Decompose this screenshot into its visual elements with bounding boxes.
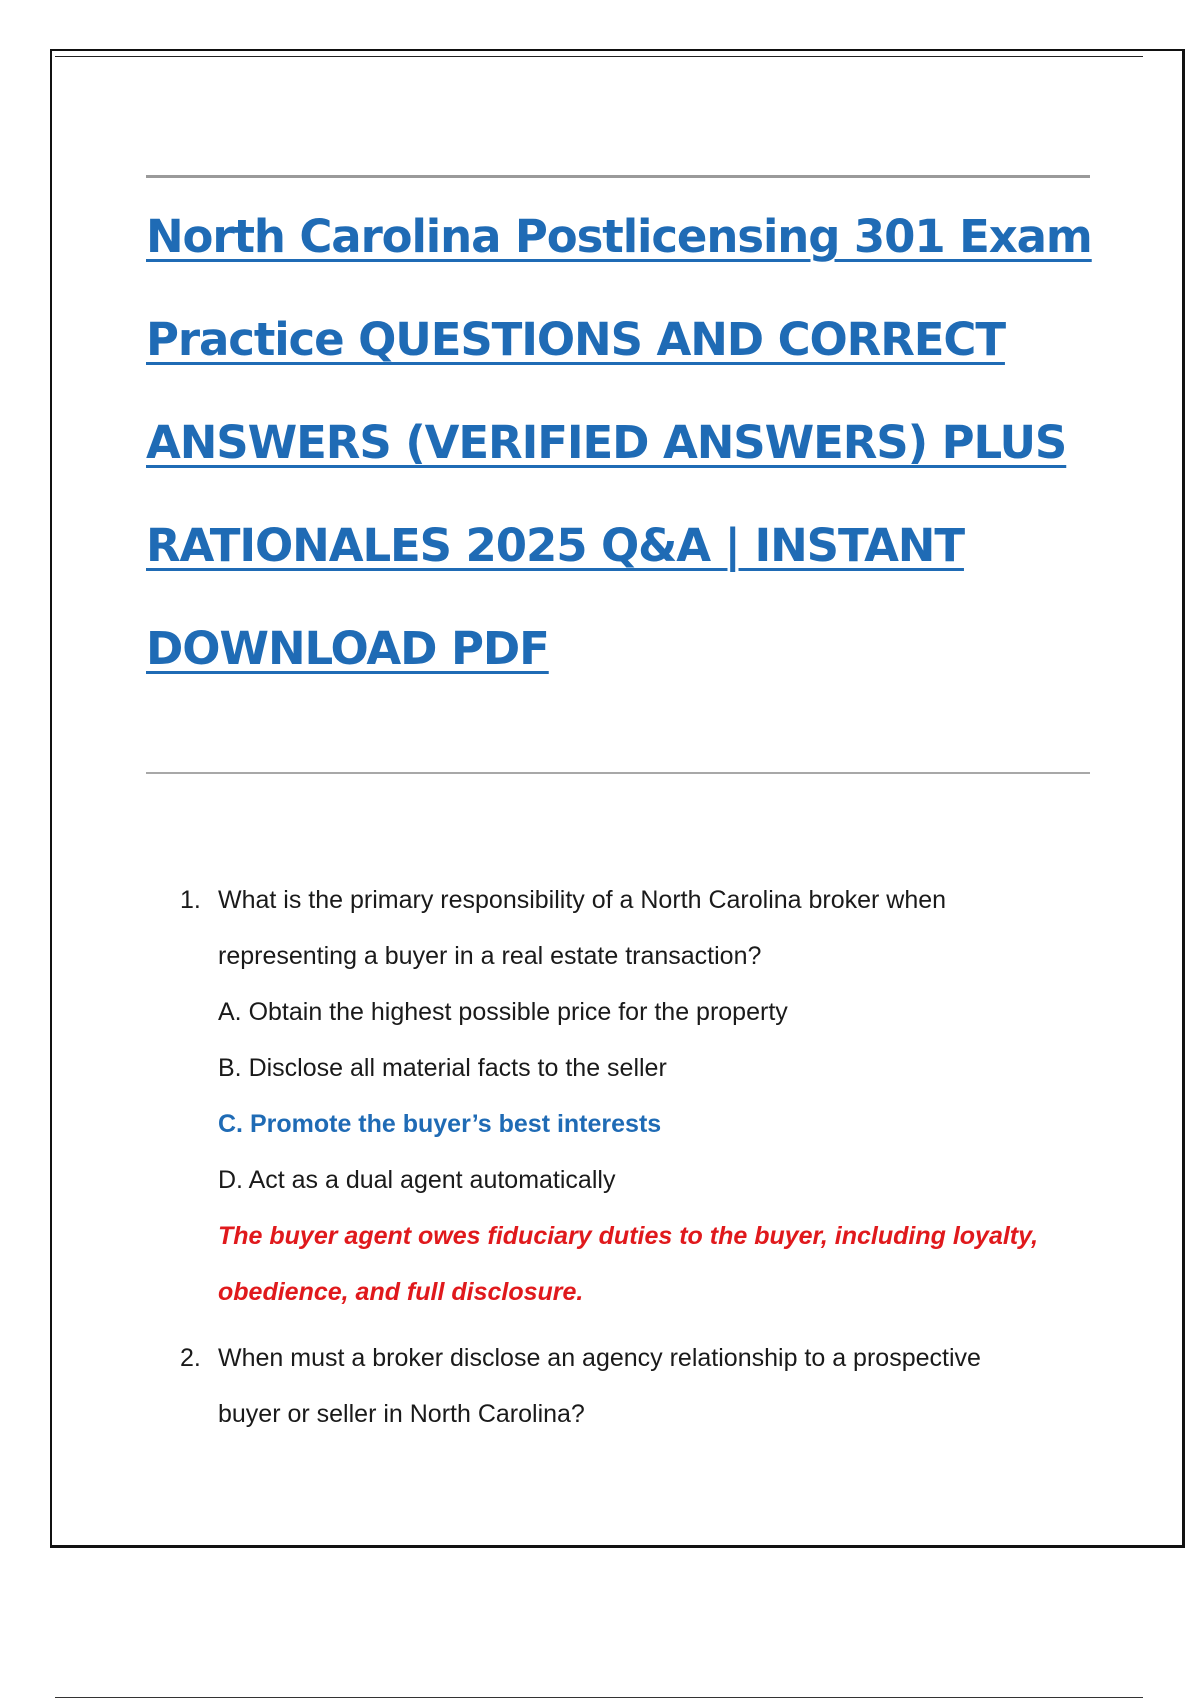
question-text-line: What is the primary responsibility of a North Carolina broker when [218,886,947,914]
title-line-4: RATIONALES 2025 Q&A | INSTANT [146,519,964,572]
document-title [146,210,1106,725]
question-1 [180,872,1100,1320]
title-line-2: Practice QUESTIONS AND CORRECT [146,313,1005,366]
next-page-top-line [55,1697,1143,1698]
title-line-5: DOWNLOAD PDF [146,622,549,675]
question-number: 1. [180,886,201,914]
answer-option-b: B. Disclose all material facts to the seller [218,1054,667,1082]
question-text-line: representing a buyer in a real estate transaction? [218,942,762,970]
title-line-1: North Carolina Postlicensing 301 Exam [146,210,1092,263]
title-top-rule [146,175,1090,178]
rationale-text-line: The buyer agent owes fiduciary duties to the buyer, including loyalty, [218,1222,1039,1250]
title-bottom-rule [146,772,1090,774]
question-number: 2. [180,1344,201,1372]
title-line-3: ANSWERS (VERIFIED ANSWERS) PLUS [146,416,1067,469]
answer-option-a: A. Obtain the highest possible price for the property [218,998,788,1026]
frame-top-line [55,56,1143,57]
question-text-line: When must a broker disclose an agency relationship to a prospective [218,1344,981,1372]
question-2 [180,1330,1100,1442]
question-text-line: buyer or seller in North Carolina? [218,1400,585,1428]
rationale-text-line: obedience, and full disclosure. [218,1278,584,1306]
question-list [180,872,1100,1442]
answer-option-c-correct: C. Promote the buyer’s best interests [218,1110,662,1138]
answer-option-d: D. Act as a dual agent automatically [218,1166,616,1194]
